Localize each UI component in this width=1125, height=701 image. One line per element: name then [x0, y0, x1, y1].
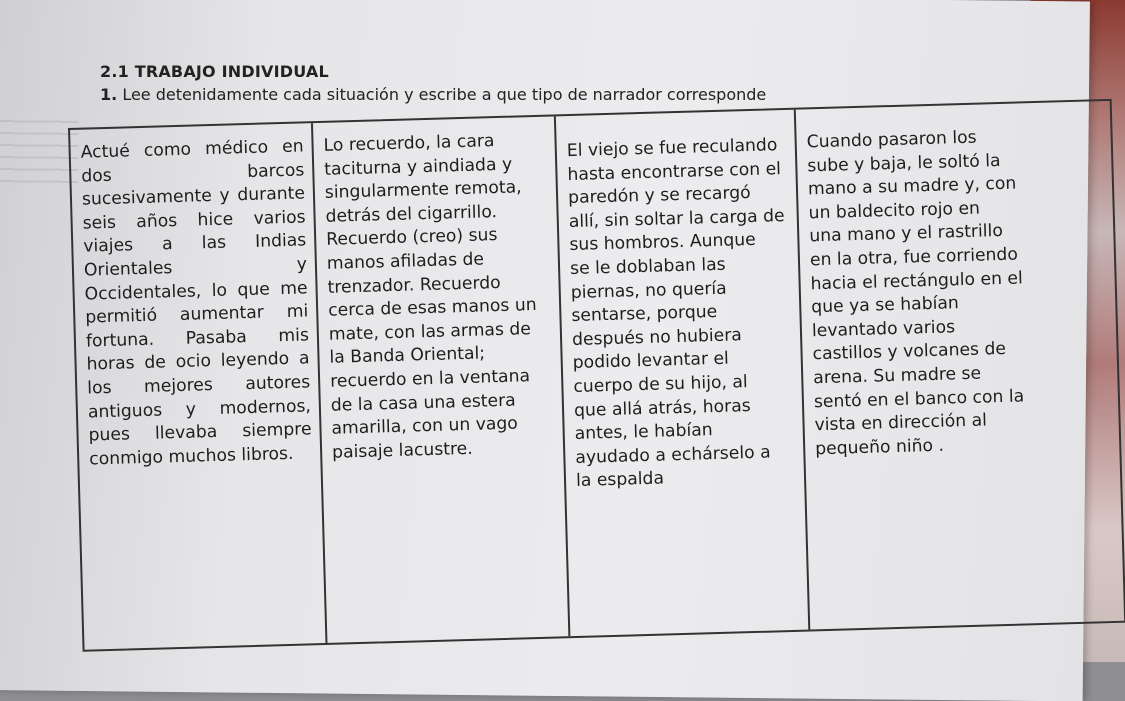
section-heading: 2.1 TRABAJO INDIVIDUAL: [100, 62, 329, 81]
instruction: [100, 85, 766, 104]
situations-table: [68, 99, 1125, 652]
situation-cell-4: Cuando pasaron los sube y baja, le soltó la mano a su madre y, con un baldecito rojo en una mano y el rastrillo en la otra, fue corriendo hacia el rectángulo en el que ya se habían levantado varios castillos y volcanes de arena. Su madre se sentó en el banco con la vista en dirección al pequeño niño .: [806, 127, 1025, 459]
bleed-through-text: [0, 110, 79, 191]
instruction-number: 1.: [100, 85, 118, 104]
situation-cell-1: Actué como médico en dos barcos sucesivamente y durante seis años hice varios viajes a las Indias Orientales y Occidentales, lo que me permitió aumentar mi fortuna. Pasaba mis horas de ocio leyendo a los mejores autores antiguos y modernos, pues llevaba siempre conmigo muchos libros.: [70, 123, 327, 650]
situation-cell-3: El viejo se fue reculando hasta encontrarse con el paredón y se recargó allí, sin soltar la carga de sus hombros. Aunque se le doblaban las piernas, no quería sentarse, porque después no hubiera podido levantar el cuerpo de su hijo, al que allá atrás, horas antes, le habían ayudado a echárselo a la espalda: [556, 110, 810, 636]
instruction-text: Lee detenidamente cada situación y escribe a que tipo de narrador corresponde: [122, 85, 767, 104]
situation-cell-2: Lo recuerdo, la cara taciturna y aindiada y singularmente remota, detrás del cigarrillo. Recuerdo (creo) sus manos afiladas de trenzador. Recuerdo cerca de esas manos un mate, con las armas de la Banda Oriental; recuerdo en la ventana de la casa una estera amarilla, con un vago paisaje lacustre.: [313, 116, 570, 643]
